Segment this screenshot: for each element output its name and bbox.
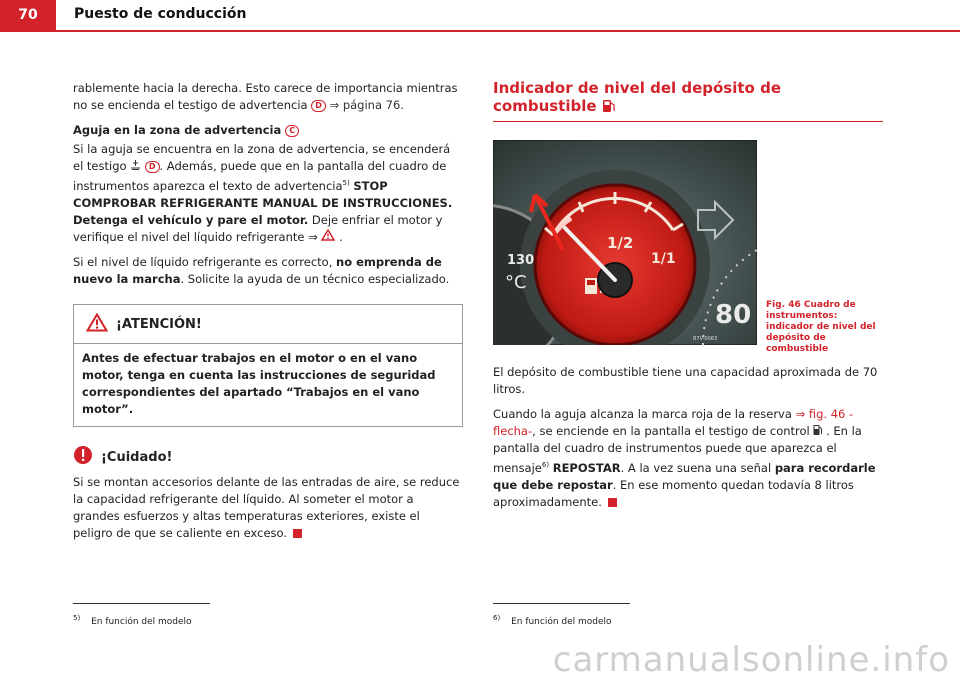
right-column <box>493 80 883 519</box>
temp-label-130: 130 <box>507 253 535 268</box>
temp-label-celsius: °C <box>505 272 527 293</box>
gauge-label-full: 1/1 <box>651 251 676 267</box>
figure-code: B7V-0063 <box>693 336 718 342</box>
instruction: Detenga el vehículo y pare el motor. <box>73 212 309 227</box>
message-text: REPOSTAR <box>552 460 621 475</box>
watermark <box>0 640 960 679</box>
figure-46 <box>493 140 883 354</box>
warning-box <box>73 304 463 427</box>
left-column <box>73 80 463 550</box>
caution-header <box>73 445 463 470</box>
speed-label-80: 80 <box>715 300 752 330</box>
warning-triangle-icon <box>321 230 339 244</box>
warning-message: STOP COMPROBAR REFRIGERANTE MANUAL DE INSTRUCCIONES <box>73 178 448 210</box>
warning-title: ¡ATENCIÓN! <box>116 317 202 333</box>
figure-reference-link[interactable]: ⇒ fig. 46 -flecha- <box>493 407 854 438</box>
text: . Solicite la ayuda de un técnico especializado. <box>180 271 450 286</box>
reference-arrow[interactable]: ⇒ <box>308 229 318 244</box>
paragraph-intro <box>73 80 463 114</box>
end-marker-icon <box>608 498 617 507</box>
footnote-text: En función del modelo <box>511 617 612 627</box>
text: Si la aguja se encuentra en la zona de advertencia, se encenderá el testigo <box>73 142 451 173</box>
subheading <box>73 122 463 139</box>
text: . <box>447 195 453 210</box>
warning-header <box>74 305 462 344</box>
header-rule <box>0 30 960 32</box>
coolant-warning-icon <box>130 159 145 173</box>
footnote-number: 6) <box>493 614 501 622</box>
paragraph-level-ok <box>73 254 463 288</box>
paragraph-reserve <box>493 406 883 511</box>
footnote-number: 5) <box>73 614 81 622</box>
text: , se enciende en la pantalla el testigo de control <box>532 424 810 438</box>
caution-text: Si se montan accesorios delante de las entradas de aire, se reduce la capacidad refrigerante del líquido. Al someter el motor a grandes esfuerzos y altas temperaturas exteriores, existe el peligro de que se caliente en exceso. <box>73 474 460 540</box>
watermark-text: carmanualsonline.info <box>552 640 950 680</box>
fuel-pump-icon <box>602 97 616 115</box>
footnote-marker: 6) <box>541 461 550 469</box>
page-title: Puesto de conducción <box>74 6 247 22</box>
caution-title: ¡Cuidado! <box>101 449 173 465</box>
label-c-badge: C <box>285 125 299 137</box>
footnote-rule-right <box>493 603 630 604</box>
label-d-badge: D <box>311 100 326 112</box>
page-header <box>0 0 960 30</box>
warning-text: Antes de efectuar trabajos en el motor o en el vano motor, tenga en cuenta las instrucciones de seguridad correspondientes del apartado “Trabajos en el vano motor”. <box>82 350 436 416</box>
page-reference-link[interactable]: ⇒ página 76. <box>329 98 404 112</box>
signal-text: para recordarle que debe repostar <box>493 460 876 492</box>
paragraph-capacity: El depósito de combustible tiene una capacidad aproximada de 70 litros. <box>493 365 878 396</box>
text: rablemente hacia la derecha. Esto carece de importancia mientras no se encienda el testigo de advertencia <box>73 81 458 112</box>
footnote-right <box>493 614 612 627</box>
caution-text-block <box>73 474 463 542</box>
caution-icon <box>73 445 93 470</box>
paragraph-warning-zone: Si la aguja se encuentra en la zona de advertencia, se encenderá el testigo D . Además, puede que en la pantalla del cuadro de instrumentos aparezca el texto de advertencia$^{5)}$ STOP COMPROBAR REFRIGERANTE MANUAL DE INSTRUCCIONES. Detenga el vehículo y pare el motor. Deje enfriar el motor y verifique el nivel del líquido refrigerante ⇒ . <box>73 142 453 244</box>
warning-triangle-icon <box>86 313 108 337</box>
instruction: no emprenda de nuevo la marcha <box>73 254 442 286</box>
text: . A la vez suena una señal <box>620 460 772 475</box>
text: . En la pantalla del cuadro de instrumentos puede que aparezca el mensaje <box>493 424 862 475</box>
section-title <box>493 80 883 122</box>
fuel-control-icon <box>813 424 826 438</box>
footnote-text: En función del modelo <box>91 617 192 627</box>
text: Si el nivel de líquido refrigerante es correcto, <box>73 254 333 269</box>
footnote-marker: 5) <box>342 179 350 187</box>
footnote-rule-left <box>73 603 210 604</box>
end-marker-icon <box>293 529 302 538</box>
subheading-text: Aguja en la zona de advertencia <box>73 123 282 137</box>
text: Cuando la aguja alcanza la marca roja de la reserva <box>493 407 792 421</box>
section-title-text: Indicador de nivel del depósito de combustible <box>493 79 781 115</box>
figure-caption: Fig. 46 Cuadro de instrumentos: indicador de nivel del depósito de combustible <box>766 300 876 354</box>
gauge-label-half: 1/2 <box>607 234 634 252</box>
text: Deje enfriar el motor y verifique el nivel del líquido refrigerante <box>73 212 443 244</box>
page-number: 70 <box>0 0 56 30</box>
text: . En ese momento quedan todavía 8 litros aproximadamente. <box>493 477 854 509</box>
text: . Además, puede que en la pantalla del cuadro de instrumentos aparezca el texto de advertencia <box>73 159 447 193</box>
fuel-gauge-image <box>493 140 757 345</box>
footnote-left <box>73 614 192 627</box>
label-d-badge: D <box>145 161 160 173</box>
